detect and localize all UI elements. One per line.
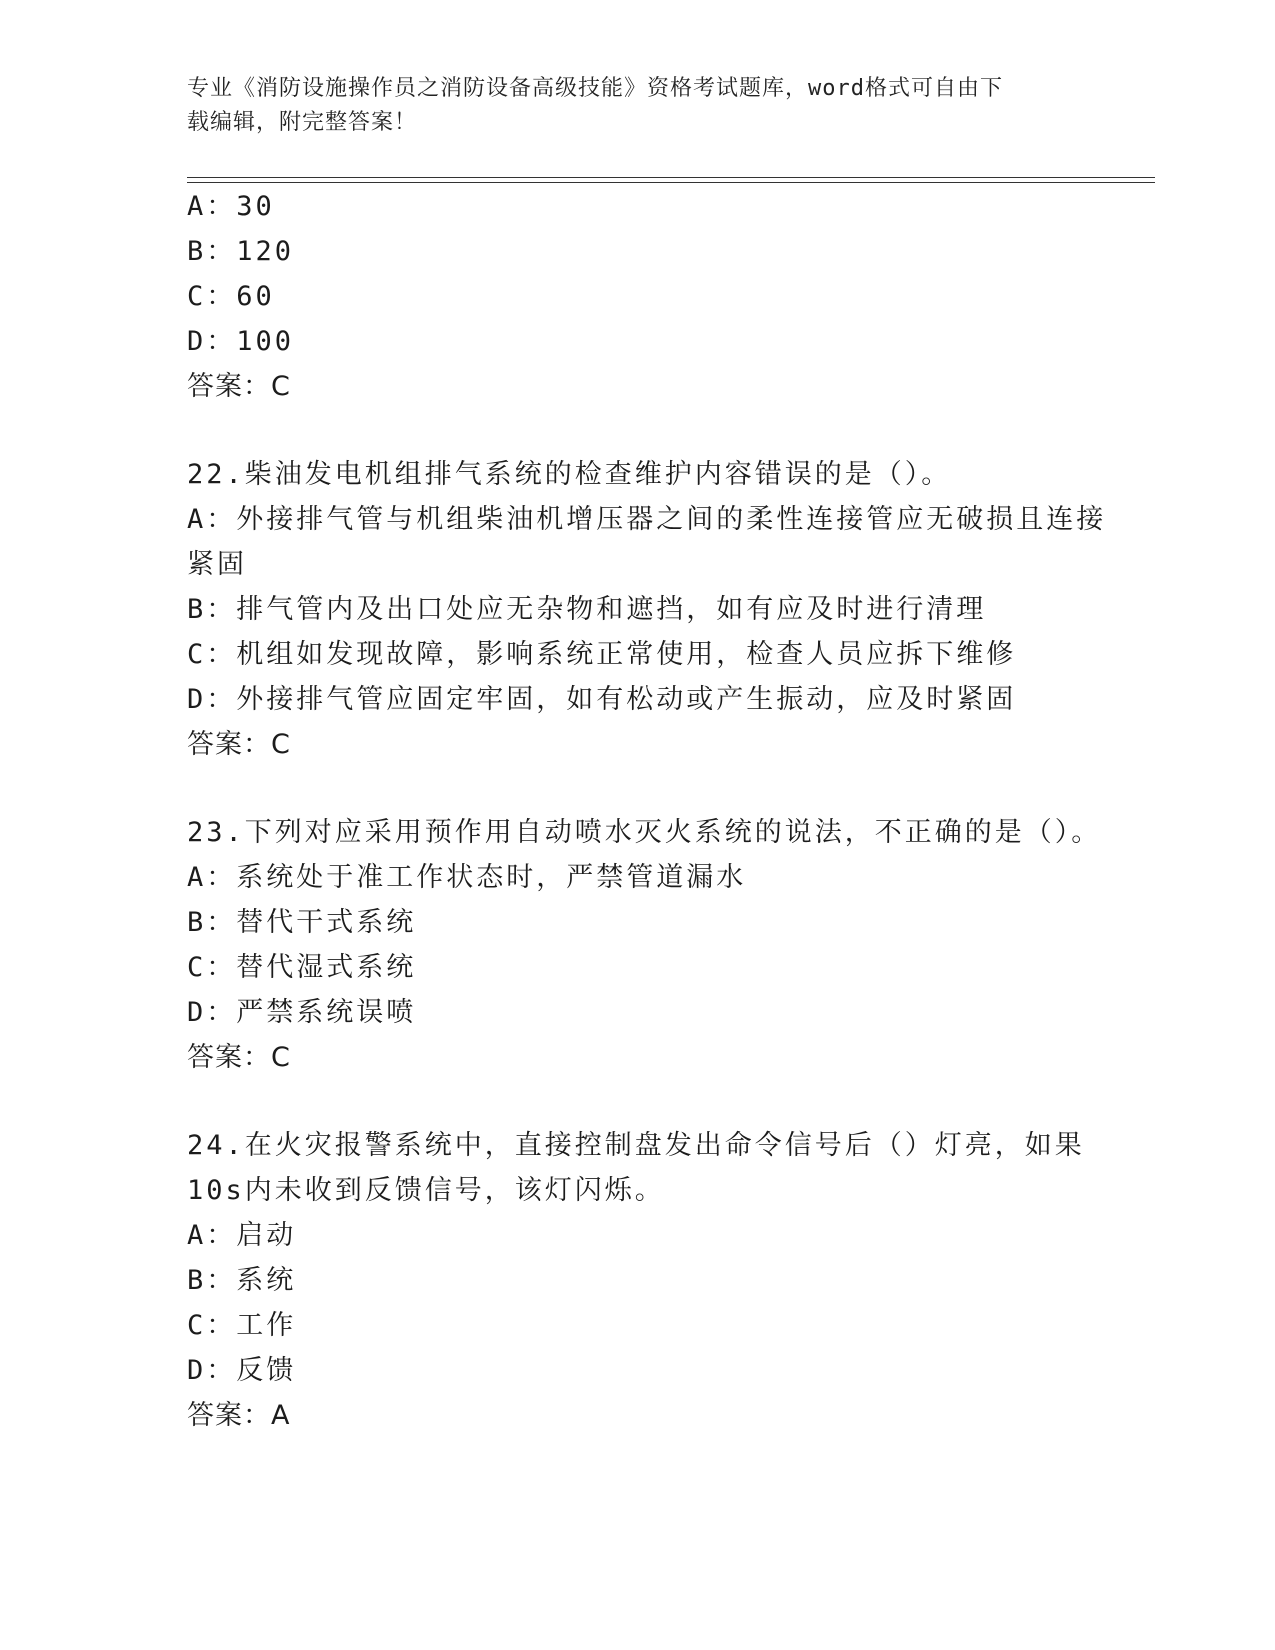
q23-option-c: C：替代湿式系统: [187, 952, 417, 983]
document-header: [187, 72, 1067, 140]
header-divider-top: [187, 177, 1155, 178]
prev-answer: 答案：C: [187, 371, 291, 402]
q22-option-d: D：外接排气管应固定牢固，如有松动或产生振动，应及时紧固: [187, 684, 1017, 715]
q24-answer: 答案：A: [187, 1400, 291, 1431]
prev-option-d: D：100: [187, 326, 295, 357]
q22-option-b: B：排气管内及出口处应无杂物和遮挡，如有应及时进行清理: [187, 594, 987, 625]
q24-stem-line-1: 24.在火灾报警系统中，直接控制盘发出命令信号后（）灯亮，如果: [187, 1130, 1085, 1161]
q23-option-b: B：替代干式系统: [187, 907, 417, 938]
q22-option-a-line-1: A：外接排气管与机组柴油机增压器之间的柔性连接管应无破损且连接: [187, 504, 1107, 535]
q24-option-a: A：启动: [187, 1220, 297, 1251]
q22-answer: 答案：C: [187, 729, 291, 760]
header-divider-bottom: [187, 182, 1155, 183]
q24-option-c: C：工作: [187, 1310, 297, 1341]
q23-option-d: D：严禁系统误喷: [187, 997, 417, 1028]
q22-option-c: C：机组如发现故障，影响系统正常使用，检查人员应拆下维修: [187, 639, 1017, 670]
q23-answer: 答案：C: [187, 1042, 291, 1073]
q24-option-b: B：系统: [187, 1265, 297, 1296]
q24-stem-line-2: 10s内未收到反馈信号，该灯闪烁。: [187, 1175, 665, 1206]
q23-option-a: A：系统处于准工作状态时，严禁管道漏水: [187, 862, 747, 893]
prev-option-c: C：60: [187, 281, 275, 312]
prev-option-a: A：30: [187, 191, 275, 222]
header-line-2: 载编辑，附完整答案！: [187, 110, 418, 135]
q24-option-d: D：反馈: [187, 1355, 297, 1386]
q22-option-a-line-2: 紧固: [187, 549, 247, 580]
header-line-1: 专业《消防设施操作员之消防设备高级技能》资格考试题库，word格式可自由下: [187, 76, 1003, 101]
prev-option-b: B：120: [187, 236, 295, 267]
q23-stem: 23.下列对应采用预作用自动喷水灭火系统的说法，不正确的是（）。: [187, 817, 1102, 848]
q22-stem: 22.柴油发电机组排气系统的检查维护内容错误的是（）。: [187, 459, 952, 490]
